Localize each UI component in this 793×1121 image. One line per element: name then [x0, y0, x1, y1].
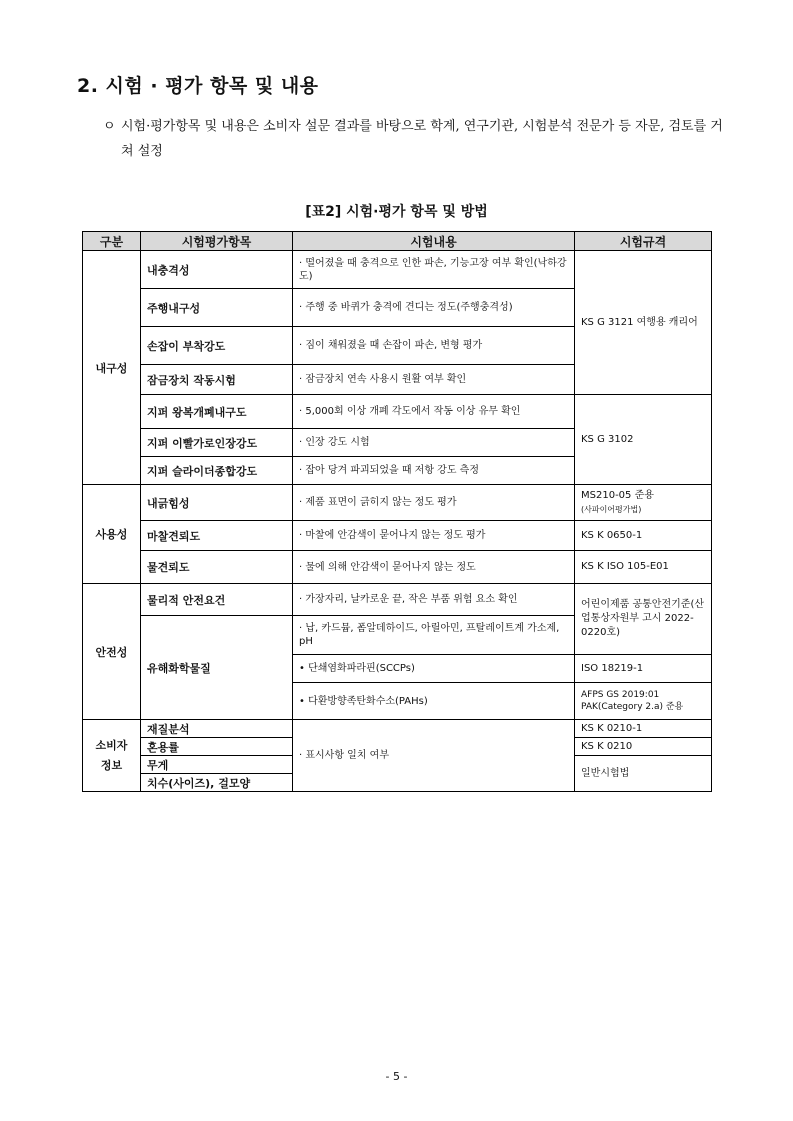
intro-bullet — [103, 114, 723, 164]
table-row — [83, 521, 712, 551]
standard-afps-line1: AFPS GS 2019:01 — [581, 690, 660, 700]
item-name: 물리적 안전요건 — [141, 584, 293, 616]
item-name: 손잡이 부착강도 — [141, 327, 293, 365]
table-row — [83, 551, 712, 584]
item-content: • 다환방향족탄화수소(PAHs) — [293, 683, 575, 720]
standard-ks-k-iso105: KS K ISO 105-E01 — [575, 551, 712, 584]
standard-afps-line2: PAK(Category 2.a) 준용 — [581, 702, 684, 712]
standard-general: 일반시험법 — [575, 756, 712, 792]
item-name: 마찰견뢰도 — [141, 521, 293, 551]
category-consumer-info: 소비자 정보 — [83, 720, 141, 792]
item-content: · 물에 의해 안감색이 묻어나지 않는 정도 — [293, 551, 575, 584]
item-name: 물견뢰도 — [141, 551, 293, 584]
item-name: 지퍼 왕복개폐내구도 — [141, 395, 293, 429]
header-standard: 시험규격 — [575, 232, 712, 251]
standard-ms210 — [575, 485, 712, 521]
standard-iso-18219: ISO 18219-1 — [575, 655, 712, 683]
standard-child-safety: 어린이제품 공통안전기준(산업통상자원부 고시 2022-0220호) — [575, 584, 712, 655]
standard-ks-g-3102: KS G 3102 — [575, 395, 712, 485]
table-header-row — [83, 232, 712, 251]
table-row — [83, 251, 712, 289]
page-number: - 5 - — [385, 1070, 408, 1083]
header-category: 구분 — [83, 232, 141, 251]
item-name: 잠금장치 작동시험 — [141, 365, 293, 395]
item-name: 지퍼 이빨가로인장강도 — [141, 429, 293, 457]
test-items-table — [82, 231, 712, 792]
item-content: · 가장자리, 날카로운 끝, 작은 부품 위험 요소 확인 — [293, 584, 575, 616]
item-content: · 인장 강도 시험 — [293, 429, 575, 457]
item-name: 유해화학물질 — [141, 616, 293, 720]
item-name: 내긁힘성 — [141, 485, 293, 521]
category-usability: 사용성 — [83, 485, 141, 584]
category-durability: 내구성 — [83, 251, 141, 485]
item-name: 주행내구성 — [141, 289, 293, 327]
header-content: 시험내용 — [293, 232, 575, 251]
table-row — [83, 395, 712, 429]
item-content: · 떨어졌을 때 충격으로 인한 파손, 기능고장 여부 확인(낙하강도) — [293, 251, 575, 289]
item-content: · 5,000회 이상 개폐 각도에서 작동 이상 유무 확인 — [293, 395, 575, 429]
item-content: · 마찰에 안감색이 묻어나지 않는 정도 평가 — [293, 521, 575, 551]
item-content: · 잡아 당겨 파괴되었을 때 저항 강도 측정 — [293, 457, 575, 485]
item-content: · 제품 표면이 긁히지 않는 정도 평가 — [293, 485, 575, 521]
bullet-text: 시험·평가항목 및 내용은 소비자 설문 결과를 바탕으로 학계, 연구기관, 시험분석 전문가 등 자문, 검토를 거쳐 설정 — [121, 119, 723, 159]
item-name: 내충격성 — [141, 251, 293, 289]
item-name: 혼용률 — [141, 738, 293, 756]
category-safety: 안전성 — [83, 584, 141, 720]
table-row — [83, 584, 712, 616]
standard-ms210-main: MS210-05 준용 — [581, 489, 654, 501]
bullet-mark: ㅇ — [103, 119, 116, 134]
item-name: 무게 — [141, 756, 293, 774]
item-content: · 주행 중 바퀴가 충격에 견디는 정도(주행충격성) — [293, 289, 575, 327]
standard-ks-g-3121: KS G 3121 여행용 캐리어 — [575, 251, 712, 395]
item-content: · 잠금장치 연속 사용시 원활 여부 확인 — [293, 365, 575, 395]
standard-ks-k-0210-1: KS K 0210-1 — [575, 720, 712, 738]
item-name: 재질분석 — [141, 720, 293, 738]
item-content: · 짐이 채워졌을 때 손잡이 파손, 변형 평가 — [293, 327, 575, 365]
item-name: 치수(사이즈), 걸모양 — [141, 774, 293, 792]
item-name: 지퍼 슬라이더종합강도 — [141, 457, 293, 485]
table-row — [83, 720, 712, 738]
item-content: • 단쇄염화파라핀(SCCPs) — [293, 655, 575, 683]
section-title: 2. 시험 · 평가 항목 및 내용 — [77, 75, 319, 97]
item-content: · 납, 카드뮴, 폼알데하이드, 아릴아민, 프탈레이트계 가소제, pH — [293, 616, 575, 655]
standard-ms210-note: (사파이어평가법) — [581, 504, 642, 514]
standard-afps — [575, 683, 712, 720]
header-item: 시험평가항목 — [141, 232, 293, 251]
table-caption: [표2] 시험·평가 항목 및 방법 — [305, 204, 488, 220]
standard-ks-k-0650: KS K 0650-1 — [575, 521, 712, 551]
item-content: · 표시사항 일치 여부 — [293, 720, 575, 792]
table-row — [83, 485, 712, 521]
standard-ks-k-0210: KS K 0210 — [575, 738, 712, 756]
